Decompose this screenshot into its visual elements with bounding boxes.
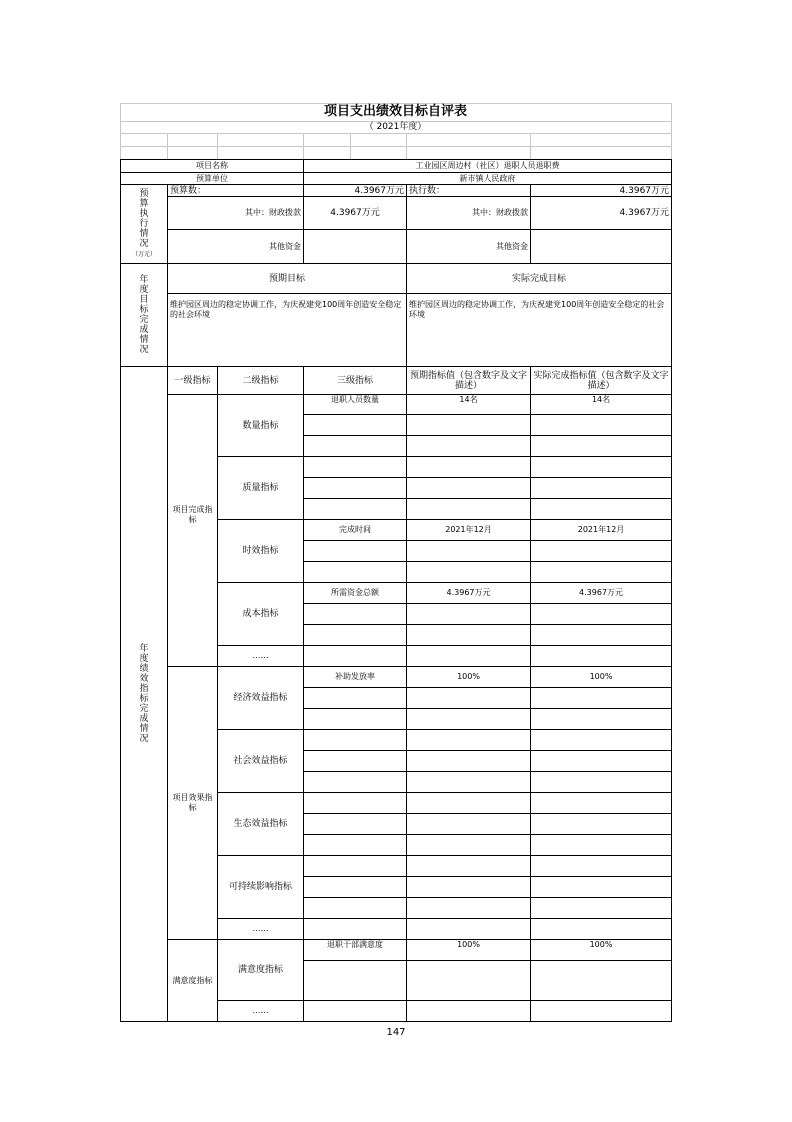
budget-unit-value: 新市镇人民政府 [304,173,672,185]
other-funds-exec-value [531,230,672,264]
social-indicator-label: 社会效益指标 [218,730,304,793]
col-level1-header: 一级指标 [168,367,218,395]
indicators-section-text: 年度绩效指标完成情况 [139,644,149,744]
time-row-actual: 2021年12月 [531,520,672,541]
exec-amount-value: 4.3967万元 [531,185,672,197]
eco-indicator-label: 生态效益指标 [218,793,304,856]
year-subtitle: （ 2021年度） [364,122,427,132]
annual-goal-section-label [121,264,168,367]
effect-ellipsis: …… [218,919,304,940]
cost-indicator-label: 成本指标 [218,583,304,646]
other-funds-label-budget: 其他资金 [168,230,304,264]
cost-row-actual: 4.3967万元 [531,583,672,604]
project-name-label: 项目名称 [121,160,304,173]
satisfaction-indicator-label: 满意度指标 [168,940,218,1022]
actual-goal-header: 实际完成目标 [407,264,672,294]
col-level3-header: 三级指标 [304,367,407,395]
evaluation-table [120,159,672,1022]
quantity-row-expected: 14名 [407,395,531,415]
budget-unit-note: （万元） [131,250,156,258]
annual-goal-section-text: 年度目标完成情况 [139,275,149,355]
economic-row-name: 补助发放率 [304,667,407,688]
cost-row-name: 所需资金总额 [304,583,407,604]
completion-ellipsis: …… [218,646,304,667]
other-funds-label-exec: 其他资金 [407,230,531,264]
time-row-name: 完成时间 [304,520,407,541]
col-expected-header: 预期指标值（包含数字及文字描述） [407,367,531,395]
economic-row-actual: 100% [531,667,672,688]
indicators-section-label [121,367,168,1022]
quantity-indicator-label: 数量指标 [218,395,304,457]
page-number: 147 [386,1027,406,1038]
fiscal-budget-value: 4.3967万元 [304,197,407,230]
time-indicator-label: 时效指标 [218,520,304,583]
quantity-row-name: 退职人员数量 [304,395,407,415]
budget-amount-value: 4.3967万元 [304,185,407,197]
quantity-row-actual: 14名 [531,395,672,415]
satisfaction-row-actual: 100% [531,940,672,961]
expected-goal-text: 维护园区周边的稳定协调工作，为庆祝建党100周年创造安全稳定的社会环境 [168,294,407,367]
exec-amount-label: 执行数： [407,185,531,197]
effect-indicator-label: 项目效果指标 [168,667,218,940]
time-row-expected: 2021年12月 [407,520,531,541]
col-level2-header: 二级指标 [218,367,304,395]
sustain-indicator-label: 可持续影响指标 [218,856,304,919]
fiscal-label-budget: 其中：财政拨款 [168,197,304,230]
quality-indicator-label: 质量指标 [218,457,304,520]
actual-goal-text: 维护园区周边的稳定协调工作，为庆祝建党100周年创造安全稳定的社会环境 [407,294,672,367]
other-funds-budget-value [304,230,407,264]
page-title: 项目支出绩效目标自评表 [323,104,467,119]
fiscal-label-exec: 其中：财政拨款 [407,197,531,230]
cost-row-expected: 4.3967万元 [407,583,531,604]
economic-indicator-label: 经济效益指标 [218,667,304,730]
col-actual-header: 实际完成指标值（包含数字及文字描述） [531,367,672,395]
budget-unit-label: 预算单位 [121,173,304,185]
budget-section-text: 预算执行情况 [139,188,149,249]
satisfaction-sub-label: 满意度指标 [218,940,304,1001]
economic-row-expected: 100% [407,667,531,688]
expected-goal-header: 预期目标 [168,264,407,294]
completion-indicator-label: 项目完成指标 [168,395,218,667]
budget-amount-label: 预算数： [168,185,304,197]
fiscal-exec-value: 4.3967万元 [531,197,672,230]
budget-section-label [121,185,168,264]
project-name-value: 工业园区周边村（社区）退职人员退职费 [304,160,672,173]
satisfaction-row-expected: 100% [407,940,531,961]
satisfaction-row-name: 退职干部满意度 [304,940,407,961]
satisfaction-ellipsis: …… [218,1001,304,1022]
